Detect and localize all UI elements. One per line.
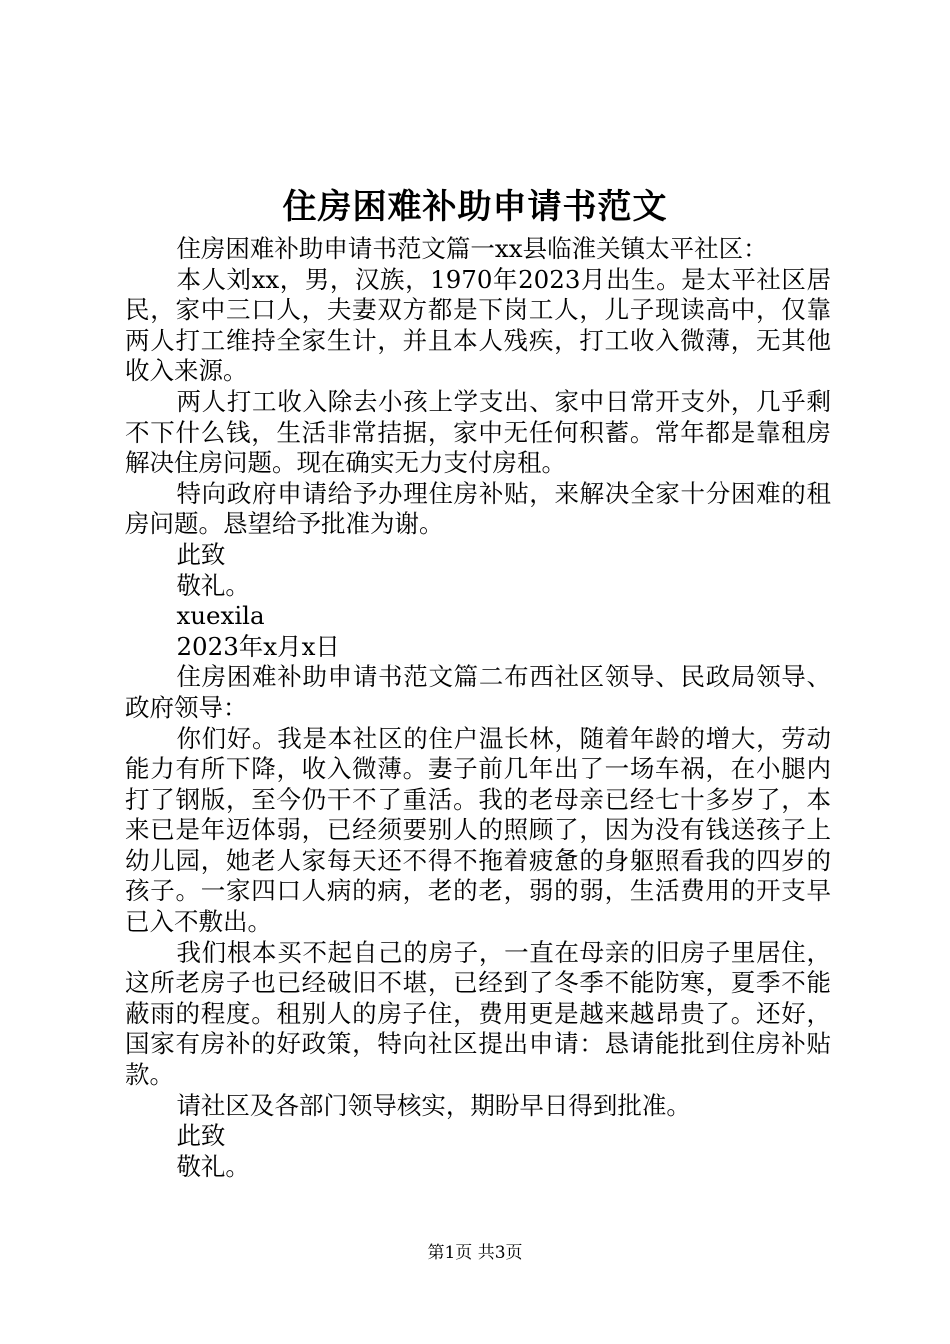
paragraph: 敬礼。 [176, 570, 250, 600]
paragraph: 住房困难补助申请书范文篇一xx县临淮关镇太平社区： [176, 234, 768, 263]
paragraph: 此致 [176, 539, 226, 569]
paragraph: 两人打工收入除去小孩上学支出、家中日常开支外，几乎剩不下什么钱，生活非常拮据，家中无任何积蓄。常年都是靠租房解决住房问题。现在确实无力支付房租。 [125, 386, 831, 478]
page-title: 住房困难补助申请书范文 [282, 187, 668, 227]
paragraph: 住房困难补助申请书范文篇二布西社区领导、民政局领导、政府领导： [125, 662, 831, 722]
paragraph: 我们根本买不起自己的房子，一直在母亲的旧房子里居住，这所老房子也已经破旧不堪，已经到了冬季不能防寒，夏季不能蔽雨的程度。租别人的房子住，费用更是越来越昂贵了。还好，国家有房补的好政策，特向社区提出申请：恳请能批到住房补贴款。 [125, 937, 831, 1090]
paragraph: 本人刘xx，男，汉族，1970年2023月出生。是太平社区居民，家中三口人，夫妻双方都是下岗工人，儿子现读高中，仅靠两人打工维持全家生计，并且本人残疾，打工收入微薄，无其他收入来源。 [125, 264, 831, 386]
paragraph: 特向政府申请给予办理住房补贴，来解决全家十分困难的租房问题。恳望给予批准为谢。 [125, 478, 831, 539]
paragraph: 敬礼。 [176, 1151, 250, 1181]
paragraph: 你们好。我是本社区的住户温长林，随着年龄的增大，劳动能力有所下降，收入微薄。妻子前几年出了一场车祸，在小腿内打了钢版，至今仍干不了重活。我的老母亲已经七十多岁了，本来已是年迈体弱，已经须要别人的照顾了，因为没有钱送孩子上幼儿园，她老人家每天还不得不拖着疲惫的身躯照看我的四岁的孩子。一家四口人病的病，老的老，弱的弱，生活费用的开支早已入不敷出。 [125, 723, 831, 937]
paragraph: 2023年x月x日 [176, 631, 340, 661]
paragraph: xuexila [176, 601, 265, 631]
paragraph: 请社区及各部门领导核实，期盼早日得到批准。 [176, 1090, 691, 1120]
document-body [125, 234, 831, 1182]
paragraph: 此致 [176, 1121, 226, 1151]
page-footer: 第1页 共3页 [427, 1243, 523, 1263]
